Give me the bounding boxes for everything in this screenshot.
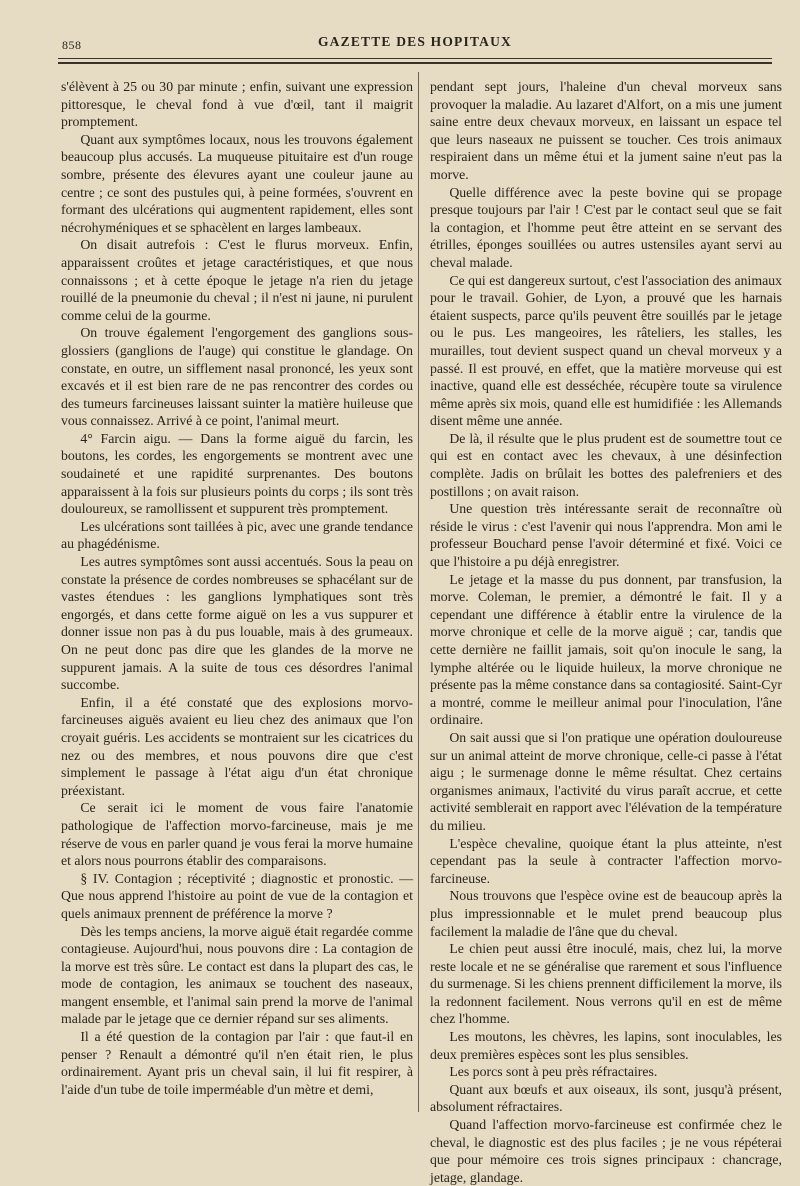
paragraph: Il a été question de la contagion par l'air : que faut-il en penser ? Renault a démontré qu'il n'en était rien, le plus ordinairement. Ayant pris un cheval sain, il lui fit respirer, à l'aide d'un tube de toile imperméable d'un mètre et demi, [61,1029,413,1097]
paragraph: Quand l'affection morvo-farcineuse est confirmée chez le cheval, le diagnostic est des plus faciles ; je ne vous répéterai que pour mémoire ces trois signes principaux : chancrage, jetage, glandage. [430,1117,782,1185]
paragraph: Quant aux bœufs et aux oiseaux, ils sont, jusqu'à présent, absolument réfractaires. [430,1081,782,1115]
paragraph: Quelle différence avec la peste bovine qui se propage presque toujours par l'air ! C'est par le contact seul que se fait la contagion, et l'homme peut être atteint en se servant des étrilles, éponges souillées ou autres ustensiles ayant servi au cheval malade. [430,184,782,270]
paragraph: Les ulcérations sont taillées à pic, avec une grande tendance au phagédénisme. [61,518,413,552]
paragraph: L'espèce chevaline, quoique étant la plus atteinte, n'est cependant pas la seule à contracter l'affection morvo-farcineuse. [430,835,782,886]
header-rule-thin [58,58,772,59]
paragraph: Ce qui est dangereux surtout, c'est l'association des animaux pour le travail. Gohier, de Lyon, a prouvé que les harnais étaient suspects, parce qu'ils peuvent être souillés par le jetage ou le pus. Les mangeoires, les râteliers, les stalles, les murailles, tout devient suspect quand un cheval morveux y a passé. Il est prouvé, en effet, que la matière morveuse qui est inactive, quand elle est desséchée, récupère toute sa virulence même après six mois, quand elle est humidifiée : les Allemands disent même une année. [430,272,782,429]
paragraph: Le chien peut aussi être inoculé, mais, chez lui, la morve reste locale et ne se généralise que rarement et sous l'influence du surmenage. Si les chiens prennent difficilement la morve, ils la redonnent facilement. Nous verrons qu'il en est de même chez l'homme. [430,941,782,1027]
journal-title: GAZETTE DES HOPITAUX [317,34,513,49]
paragraph: On trouve également l'engorgement des ganglions sous-glossiers (ganglions de l'auge) qui constitue le glandage. On constate, en outre, un sifflement nasal prononcé, les yeux sont excavés et il est bien rare de ne pas rencontrer des cordes ou des tumeurs farcineuses laissant suinter la matière huileuse que vous connaissez. Arrivé à ce point, l'animal meurt. [61,325,413,429]
paragraph: Le jetage et la masse du pus donnent, par transfusion, la morve. Coleman, le premier, a démontré le fait. Il y a cependant une différence à établir entre la virulence de la morve chronique et celle de la morve aiguë ; car, tandis que cette dernière ne faillit jamais, soit qu'on inocule le sang, la lymphe altérée ou le liquide huileux, la morve chronique ne présente pas la même constance dans sa contagiosité. Saint-Cyr a montré, comme le meilleur animal pour l'inoculation, l'âne ordinaire. [430,571,782,728]
paragraph: Dès les temps anciens, la morve aiguë était regardée comme contagieuse. Aujourd'hui, nous pouvons dire : La contagion de la morve est très sûre. Le contact est dans la plupart des cas, le mode de contagion, les animaux se touchent des naseaux, mangent ensemble, et l'animal sain prend la morve de l'animal malade par le jetage que ce dernier répand sur ses aliments. [61,923,413,1027]
paragraph: pendant sept jours, l'haleine d'un cheval morveux sans provoquer la maladie. Au lazaret d'Alfort, on a mis une jument saine entre deux chevaux morveux, en laissant un espace tel que leurs naseaux ne puissent se toucher. Ces trois animaux respiraient dans un même étui et la jument saine n'eut pas la morve. [430,79,782,182]
column-divider [418,72,419,1112]
page-number: 858 [62,38,82,52]
paragraph: Ce serait ici le moment de vous faire l'anatomie pathologique de l'affection morvo-farcineuse, mais je me réserve de vous en parler quand je vous ferai la morve humaine et alors nous pourrons établir des comparaisons. [61,800,413,869]
paragraph: Une question très intéressante serait de reconnaître où réside le virus : c'est l'avenir qui nous l'apprendra. Mon ami le professeur Bouchard pense l'avoir déterminé et fixé. Voici ce que l'histoire a pu déjà enregistrer. [430,501,782,570]
paragraph: Les autres symptômes sont aussi accentués. Sous la peau on constate la présence de cordes nombreuses se sphacélant sur de vastes étendues : les ganglions lymphatiques sont très engorgés, et dans cette forme aiguë on les a vus suppurer et donner issue non pas à du pus louable, mais à des grumeaux. On ne peut donc pas dire que les glandes de la morve ne suppurent jamais. A la suite de tous ces désordres l'animal succombe. [61,554,413,693]
paragraph: 4° Farcin aigu. — Dans la forme aiguë du farcin, les boutons, les cordes, les engorgements se montrent avec une soudaineté et une rapidité surprenantes. Des boutons apparaissent à la fois sur plusieurs points du corps ; ils sont très douloureux, se ramollissent et suppurent très promptement. [61,430,413,517]
paragraph: Les porcs sont à peu près réfractaires. [449,1064,658,1080]
right-column [430,78,782,1186]
paragraph: On disait autrefois : C'est le flurus morveux. Enfin, apparaissent croûtes et jetage caractéristiques, et que nous connaissons ; et à cette époque le jetage n'a rien du jetage rouillé de la pneumonie du cheval ; il n'est ni jaune, ni purulent comme celui de la gourme. [61,237,413,323]
paragraph: De là, il résulte que le plus prudent est de soumettre tout ce qui est en contact avec les chevaux, à une désinfection complète. Jadis on brûlait les bottes des palefreniers et des postillons ; on avait raison. [430,430,782,499]
paragraph: Nous trouvons que l'espèce ovine est de beaucoup après la plus impressionnable et le mulet prend beaucoup plus facilement la maladie de l'âne que du cheval. [430,888,782,939]
header-rule-thick [58,62,772,64]
paragraph: Les moutons, les chèvres, les lapins, sont inoculables, les deux premières espèces sont les plus sensibles. [430,1029,782,1062]
left-column [61,78,413,1098]
paragraph: On sait aussi que si l'on pratique une opération douloureuse sur un animal atteint de morve chronique, celle-ci passe à l'état aigu ; le surmenage donne le même résultat. Chez certains organismes animaux, l'activité du virus paraît accrue, et cette activité semblerait en rapport avec l'élévation de la température du milieu. [430,729,782,833]
paragraph: Quant aux symptômes locaux, nous les trouvons également beaucoup plus accusés. La muqueuse pituitaire est d'un rouge sombre, présente des élevures ayant une couleur jaune au centre ; ce sont des pustules qui, à peine formées, s'ouvrent en formant des ulcérations qui augmentent rapidement, elles sont nécrohyméniques et se sphacèlent en larges lambeaux. [61,131,413,235]
section-heading: § IV. Contagion ; réceptivité ; diagnostic et pronostic. — Que nous apprend l'histoire au point de vue de la contagion et quels animaux prennent de préférence la morve ? [61,870,413,921]
paragraph: Enfin, il a été constaté que des explosions morvo-farcineuses aiguës avaient eu lieu chez des animaux que l'on croyait guéris. Les accidents se montraient sur les cicatrices du nez ou des membres, et nous pouvons dire que c'est simplement le passage à l'état aigu d'un état chronique préexistant. [61,694,413,798]
paragraph: s'élèvent à 25 ou 30 par minute ; enfin, suivant une expression pittoresque, le cheval fond à vue d'œil, tant il maigrit promptement. [61,79,413,130]
page-header [58,30,772,54]
